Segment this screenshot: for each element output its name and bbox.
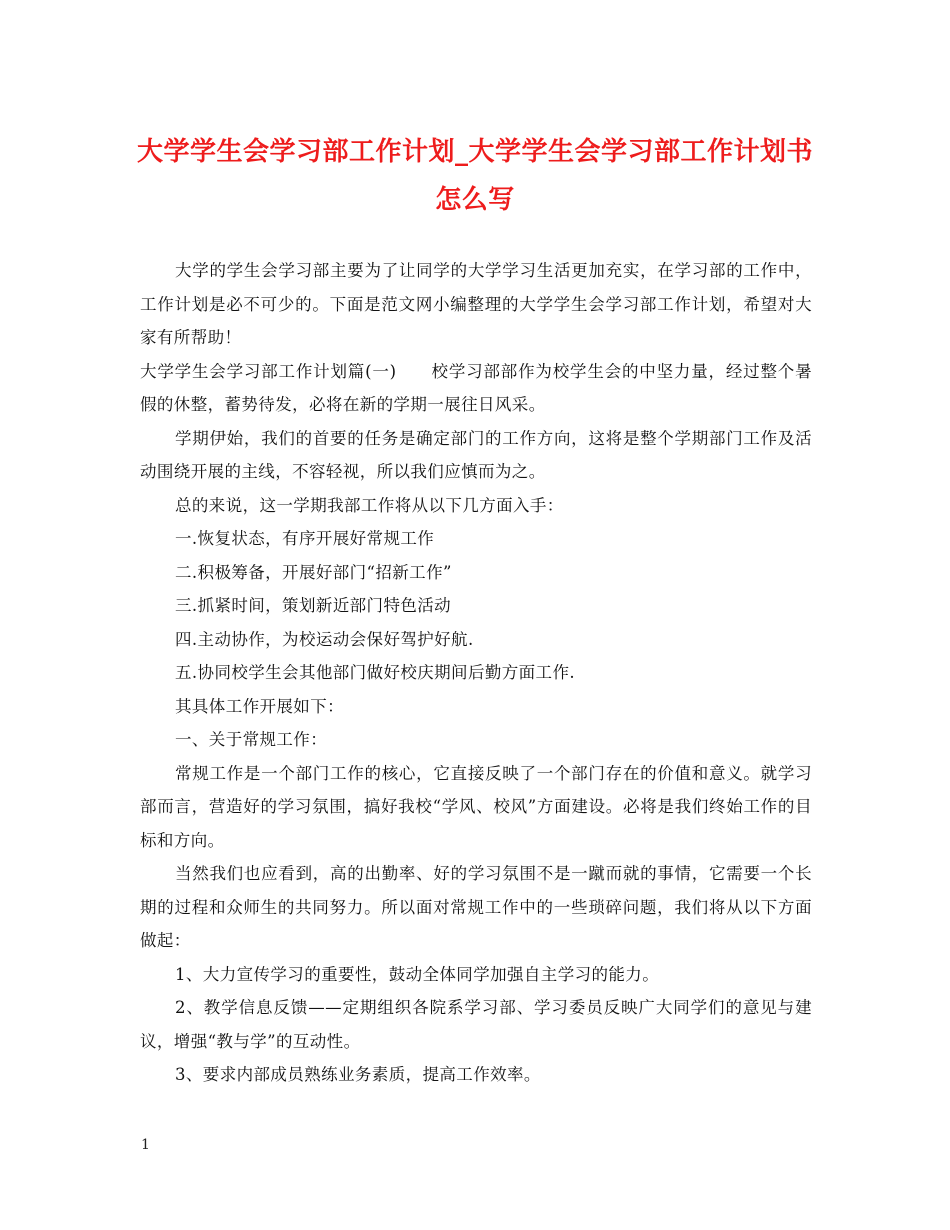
intro-paragraph: 大学的学生会学习部主要为了让同学的大学学习生活更加充实，在学习部的工作中，工作计划是必不可少的。下面是范文网小编整理的大学学生会学习部工作计划，希望对大家有所帮助！: [140, 261, 812, 347]
list-item: 2、教学信息反馈——定期组织各院系学习部、学习委员反映广大同学们的意见与建议，增强“教与学”的互动性。: [140, 998, 812, 1051]
list-item: 二.积极筹备，开展好部门“招新工作”: [175, 562, 452, 582]
list-item: 四.主动协作，为校运动会保好驾护好航.: [175, 629, 474, 649]
list-item: 3、要求内部成员熟练业务素质，提高工作效率。: [175, 1065, 541, 1084]
list-item: 三.抓紧时间，策划新近部门特色活动: [175, 596, 452, 615]
document-body: [140, 254, 812, 1092]
plan-heading-paragraph: 大学学生会学习部工作计划篇(一) 校学习部部作为校学生会的中坚力量，经过整个暑假的休整，蓄势待发，必将在新的学期一展往日风采。: [140, 361, 812, 414]
body-paragraph: 当然我们也应看到，高的出勤率、好的学习氛围不是一蹴而就的事情，它需要一个长期的过程和众师生的共同努力。所以面对常规工作中的一些琐碎问题，我们将从以下方面做起：: [140, 864, 812, 950]
list-item: 五.协同校学生会其他部门做好校庆期间后勤方面工作.: [175, 663, 575, 682]
section-heading: 一、关于常规工作：: [175, 730, 328, 749]
list-item: 一.恢复状态，有序开展好常规工作: [175, 529, 435, 548]
body-paragraph: 其具体工作开展如下：: [175, 696, 344, 716]
list-item: 1、大力宣传学习的重要性，鼓动全体同学加强自主学习的能力。: [175, 964, 660, 984]
body-paragraph: 常规工作是一个部门工作的核心，它直接反映了一个部门存在的价值和意义。就学习部而言，营造好的学习氛围，搞好我校“学风、校风”方面建设。必将是我们终始工作的目标和方向。: [140, 763, 812, 850]
body-paragraph: 学期伊始，我们的首要的任务是确定部门的工作方向，这将是整个学期部门工作及活动围绕开展的主线，不容轻视，所以我们应慎而为之。: [140, 428, 812, 481]
document-title: 大学学生会学习部工作计划_大学学生会学习部工作计划书怎么写: [136, 137, 813, 215]
page-number: 1: [141, 1137, 150, 1153]
body-paragraph: 总的来说，这一学期我部工作将从以下几方面入手：: [175, 495, 564, 515]
